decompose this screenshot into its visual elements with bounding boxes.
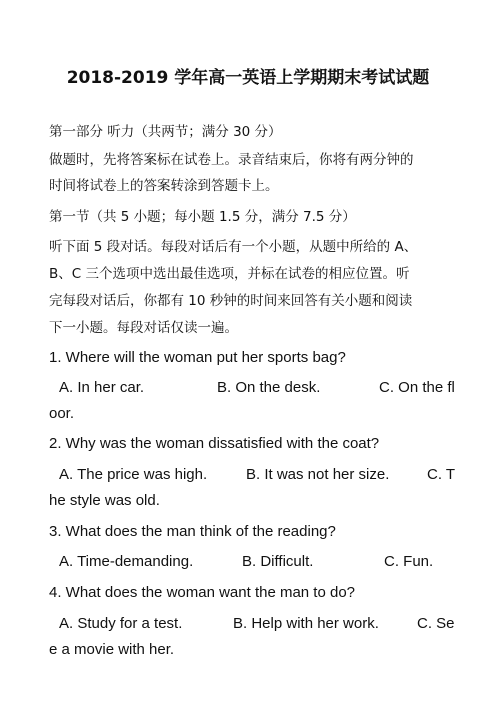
question-options xyxy=(49,378,459,398)
question-stem: 3. What does the man think of the reading? xyxy=(49,523,336,540)
option-a: A. The price was high. xyxy=(59,466,208,483)
option-c: C. On the fl xyxy=(379,379,455,396)
option-b: B. Difficult. xyxy=(242,553,314,570)
part1-heading: 第一部分 听力（共两节；满分 30 分） xyxy=(49,124,282,140)
instruction-line: 做题时，先将答案标在试卷上。录音结束后，你将有两分钟的 xyxy=(49,152,414,168)
option-continuation: he style was old. xyxy=(49,492,160,509)
question-stem: 1. Where will the woman put her sports bag? xyxy=(49,349,346,366)
option-a: A. Time-demanding. xyxy=(59,553,194,570)
section1-instruction-line: B、C 三个选项中选出最佳选项，并标在试卷的相应位置。听 xyxy=(49,266,410,282)
question-stem: 2. Why was the woman dissatisfied with the coat? xyxy=(49,435,380,452)
option-a: A. Study for a test. xyxy=(59,615,183,632)
section1-instruction-line: 完每段对话后，你都有 10 秒钟的时间来回答有关小题和阅读 xyxy=(49,293,413,309)
option-c: C. T xyxy=(427,466,456,483)
section1-instruction-line: 下一小题。每段对话仅读一遍。 xyxy=(49,320,238,336)
option-a: A. In her car. xyxy=(59,379,145,396)
section1-heading: 第一节（共 5 小题；每小题 1.5 分，满分 7.5 分） xyxy=(49,209,356,225)
option-c: C. Se xyxy=(417,615,455,632)
option-b: B. It was not her size. xyxy=(246,466,390,483)
question-options xyxy=(49,614,459,634)
option-b: B. On the desk. xyxy=(217,379,321,396)
option-continuation: e a movie with her. xyxy=(49,641,175,658)
option-b: B. Help with her work. xyxy=(233,615,379,632)
instruction-line: 时间将试卷上的答案转涂到答题卡上。 xyxy=(49,178,279,194)
option-continuation: oor. xyxy=(49,405,75,422)
section1-instruction-line: 听下面 5 段对话。每段对话后有一个小题，从题中所给的 A、 xyxy=(49,239,418,255)
question-options xyxy=(49,465,459,485)
option-c: C. Fun. xyxy=(384,553,434,570)
question-stem: 4. What does the woman want the man to do? xyxy=(49,584,356,601)
page-title: 2018-2019 学年高一英语上学期期末考试试题 xyxy=(66,68,430,88)
question-options xyxy=(49,552,459,572)
